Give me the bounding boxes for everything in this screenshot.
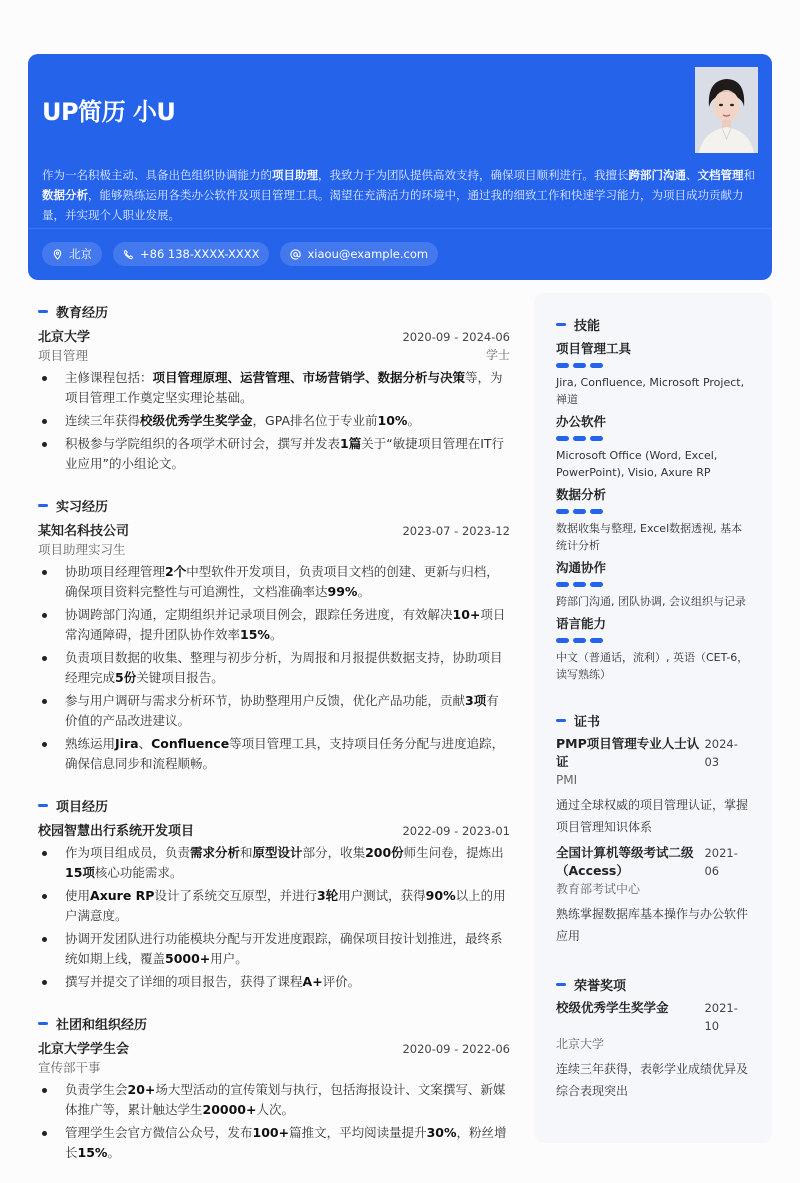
certificates-section — [556, 709, 752, 947]
honor-issuer: 北京大学 — [556, 1037, 605, 1051]
degree: 学士 — [485, 348, 510, 362]
section-title-text: 实习经历 — [56, 499, 109, 515]
skill-level-indicator — [556, 363, 752, 368]
skill-item — [556, 485, 752, 554]
honor-date: 2021-10 — [704, 1001, 738, 1033]
list-item: 协助项目经理管理2个中型软件开发项目，负责项目文档的创建、更新与归档，确保项目资料完整性与可追溯性，文档准确率达99%。 — [38, 562, 510, 602]
company-name: 某知名科技公司 — [38, 524, 130, 539]
certificate-desc: 通过全球权威的项目管理认证，掌握项目管理知识体系 — [556, 798, 749, 834]
project-date: 2022-09 - 2023-01 — [402, 824, 510, 838]
certificate-date: 2024-03 — [704, 737, 738, 769]
email-text: xiaou@example.com — [307, 247, 429, 261]
resume-header — [28, 54, 772, 280]
project-section — [38, 794, 510, 992]
heading-bar-icon — [38, 804, 48, 807]
skill-desc: 数据收集与整理, Excel数据透视, 基本统计分析 — [556, 522, 743, 552]
professional-summary: 作为一名积极主动、具备出色组织协调能力的项目助理，我致力于为团队提供高效支持，确保项目顺利进行。我擅长跨部门沟通、文档管理和数据分析，能够熟练运用各类办公软件及项目管理工具。渴望在充满活力的环境中，通过我的细致工作和快速学习能力，为项目成功贡献力量，并实现个人职业发展。 — [42, 168, 755, 222]
education-bullets — [38, 368, 510, 474]
section-title-text: 技能 — [574, 318, 601, 334]
skill-desc: Microsoft Office (Word, Excel, PowerPoint), Visio, Axure RP — [556, 449, 718, 479]
skill-item — [556, 412, 752, 481]
heading-bar-icon — [38, 504, 48, 507]
organization-role: 宣传部干事 — [38, 1060, 101, 1075]
certificate-name: 全国计算机等级考试二级（Access） — [556, 845, 694, 878]
skill-desc: Jira, Confluence, Microsoft Project, 禅道 — [556, 376, 745, 406]
location-text: 北京 — [69, 247, 92, 261]
candidate-name: UP简历 小U — [42, 98, 176, 126]
education-section — [38, 300, 510, 474]
heading-bar-icon — [556, 719, 566, 722]
section-heading — [38, 494, 510, 516]
skill-level-indicator — [556, 638, 752, 643]
honor-desc: 连续三年获得，表彰学业成绩优异及综合表现突出 — [556, 1062, 749, 1098]
list-item: 撰写并提交了详细的项目报告，获得了课程A+评价。 — [38, 972, 510, 992]
project-bullets — [38, 843, 510, 992]
honors-section — [556, 973, 752, 1102]
skill-item — [556, 558, 752, 610]
internship-section — [38, 494, 510, 774]
job-role: 项目助理实习生 — [38, 542, 126, 557]
certificate-item — [556, 735, 752, 838]
section-title-text: 教育经历 — [56, 305, 109, 321]
section-heading — [38, 300, 510, 322]
certificate-date: 2021-06 — [704, 846, 738, 878]
certificate-issuer: PMI — [556, 773, 578, 787]
internship-bullets — [38, 562, 510, 774]
skill-name: 数据分析 — [556, 487, 607, 502]
skill-level-indicator — [556, 436, 752, 441]
honor-name: 校级优秀学生奖学金 — [556, 1000, 669, 1015]
section-title-text: 证书 — [574, 714, 601, 730]
heading-bar-icon — [556, 323, 566, 326]
phone-text: +86 138-XXXX-XXXX — [140, 247, 260, 261]
section-heading — [556, 313, 752, 335]
skill-name: 项目管理工具 — [556, 341, 632, 356]
skill-desc: 中文（普通话，流利）, 英语（CET-6，读写熟练） — [556, 651, 749, 681]
portrait-image — [695, 67, 758, 153]
organization-bullets — [38, 1080, 510, 1163]
education-date: 2020-09 - 2024-06 — [402, 330, 510, 344]
section-title-text: 社团和组织经历 — [56, 1017, 148, 1033]
skill-desc: 跨部门沟通, 团队协调, 会议组织与记录 — [556, 595, 746, 608]
contact-location — [42, 242, 102, 266]
contact-email[interactable] — [280, 242, 438, 266]
phone-icon — [123, 249, 134, 260]
certificate-issuer: 教育部考试中心 — [556, 882, 641, 896]
skill-name: 沟通协作 — [556, 560, 607, 575]
heading-bar-icon — [556, 983, 566, 986]
section-title-text: 荣誉奖项 — [574, 978, 627, 994]
list-item: 负责项目数据的收集、整理与初步分析，为周报和月报提供数据支持，协助项目经理完成5份关键项目报告。 — [38, 648, 510, 688]
main-column — [38, 300, 510, 1183]
certificate-name: PMP项目管理专业人士认证 — [556, 736, 700, 769]
internship-date: 2023-07 - 2023-12 — [402, 524, 510, 538]
heading-bar-icon — [38, 1022, 48, 1025]
certificate-item — [556, 844, 752, 947]
skill-item — [556, 614, 752, 683]
section-heading — [38, 1012, 510, 1034]
certificate-desc: 熟练掌握数据库基本操作与办公软件应用 — [556, 907, 749, 943]
contact-list — [42, 242, 438, 266]
skill-item — [556, 339, 752, 408]
organization-name: 北京大学学生会 — [38, 1042, 130, 1057]
profile-photo — [695, 67, 758, 153]
list-item: 协调跨部门沟通，定期组织并记录项目例会，跟踪任务进度，有效解决10+项日常沟通障碍，提升团队协作效率15%。 — [38, 605, 510, 645]
project-name: 校园智慧出行系统开发项目 — [38, 824, 195, 839]
list-item: 主修课程包括：项目管理原理、运营管理、市场营销学、数据分析与决策等，为项目管理工作奠定坚实理论基础。 — [38, 368, 510, 408]
organization-date: 2020-09 - 2022-06 — [402, 1042, 510, 1056]
school-name: 北京大学 — [38, 330, 91, 345]
heading-bar-icon — [38, 310, 48, 313]
section-heading — [38, 794, 510, 816]
skill-level-indicator — [556, 582, 752, 587]
section-heading — [556, 973, 752, 995]
skill-name: 语言能力 — [556, 616, 607, 631]
skills-section — [556, 313, 752, 683]
list-item: 连续三年获得校级优秀学生奖学金，GPA排名位于专业前10%。 — [38, 411, 510, 431]
header-divider — [28, 228, 772, 229]
skill-name: 办公软件 — [556, 414, 607, 429]
honor-item — [556, 999, 752, 1102]
at-sign-icon — [290, 249, 301, 260]
organization-section — [38, 1012, 510, 1163]
contact-phone[interactable] — [113, 242, 269, 266]
list-item: 积极参与学院组织的各项学术研讨会，撰写并发表1篇关于“敏捷项目管理在IT行业应用”的小组论文。 — [38, 434, 510, 474]
list-item: 熟练运用Jira、Confluence等项目管理工具，支持项目任务分配与进度追踪，确保信息同步和流程顺畅。 — [38, 734, 510, 774]
section-heading — [556, 709, 752, 731]
list-item: 负责学生会20+场大型活动的宣传策划与执行，包括海报设计、文案撰写、新媒体推广等，累计触达学生20000+人次。 — [38, 1080, 510, 1120]
location-pin-icon — [52, 249, 63, 260]
list-item: 参与用户调研与需求分析环节，协助整理用户反馈，优化产品功能，贡献3项有价值的产品改进建议。 — [38, 691, 510, 731]
sidebar — [534, 293, 772, 1143]
skill-level-indicator — [556, 509, 752, 514]
list-item: 作为项目组成员，负责需求分析和原型设计部分，收集200份师生问卷，提炼出15项核心功能需求。 — [38, 843, 510, 883]
list-item: 使用Axure RP设计了系统交互原型，并进行3轮用户测试，获得90%以上的用户满意度。 — [38, 886, 510, 926]
major: 项目管理 — [38, 348, 89, 363]
list-item: 协调开发团队进行功能模块分配与开发进度跟踪，确保项目按计划推进，最终系统如期上线，覆盖5000+用户。 — [38, 929, 510, 969]
section-title-text: 项目经历 — [56, 799, 109, 815]
list-item: 管理学生会官方微信公众号，发布100+篇推文，平均阅读量提升30%，粉丝增长15%。 — [38, 1123, 510, 1163]
